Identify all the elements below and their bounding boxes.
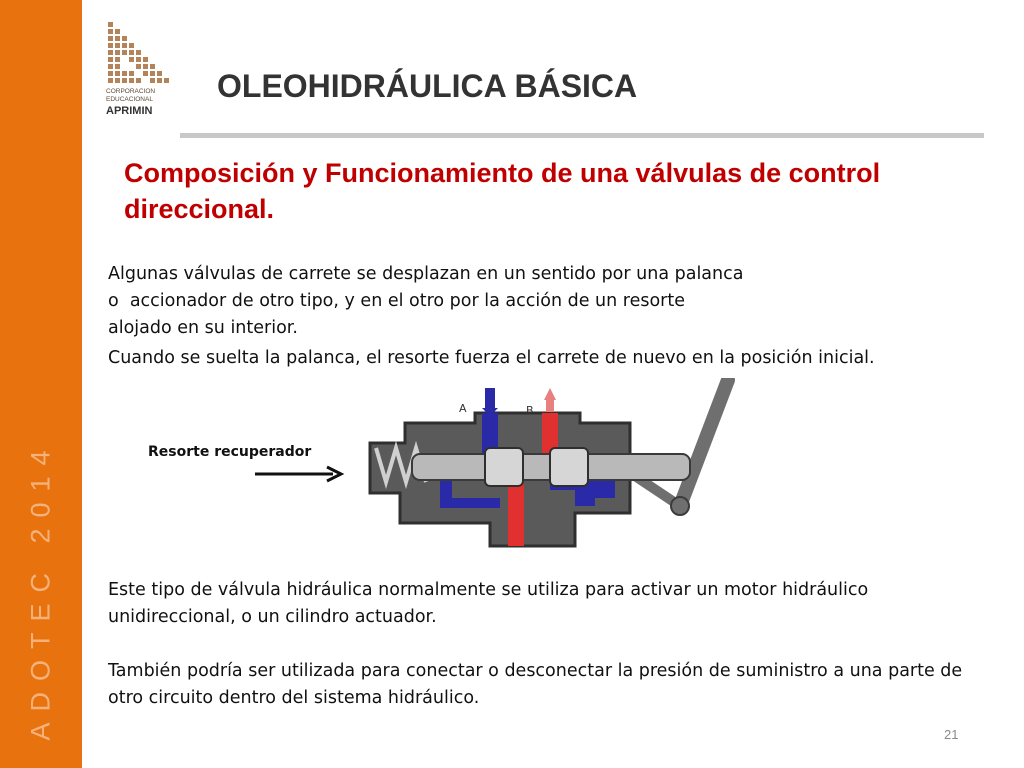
paragraph-pressure: También podría ser utilizada para conectar o desconectar la presión de suministro a una parte de otro circuito dentro del sistema hidráulico. [108,661,963,708]
page-title: OLEOHIDRÁULICA BÁSICA [217,68,638,104]
paragraph-usage: Este tipo de válvula hidráulica normalmente se utiliza para activar un motor hidráulico unidireccional, o un cilindro actuador. [108,580,869,627]
paragraph-line: o accionador de otro tipo, y en el otro por la acción de un resorte [108,291,686,311]
sidebar-vertical-text: ADOTEC 2014 [25,439,56,741]
slide-subtitle: Composición y Funcionamiento de una válvulas de control direccional. [124,158,881,224]
paragraph-line: Algunas válvulas de carrete se desplazan en un sentido por una palanca [108,264,744,284]
svg-text:APRIMIN: APRIMIN [106,105,153,117]
arrow-right-icon [255,464,345,484]
paragraph-line: alojado en su interior. [108,318,298,338]
page-number: 21 [944,727,959,742]
valve-diagram [340,378,740,554]
svg-text:EDUCACIONAL: EDUCACIONAL [106,96,153,103]
port-a-label: A [459,402,467,415]
port-b-label: B [526,404,534,417]
paragraph-lever-release: Cuando se suelta la palanca, el resorte fuerza el carrete de nuevo en la posición inicial. [108,348,875,368]
paragraph-spool-valves [108,261,978,342]
spring-label: Resorte recuperador [148,444,312,460]
title-divider [180,133,984,138]
sidebar-band [0,0,82,768]
svg-text:CORPORACION: CORPORACION [106,88,156,95]
aprimin-logo [104,20,176,120]
